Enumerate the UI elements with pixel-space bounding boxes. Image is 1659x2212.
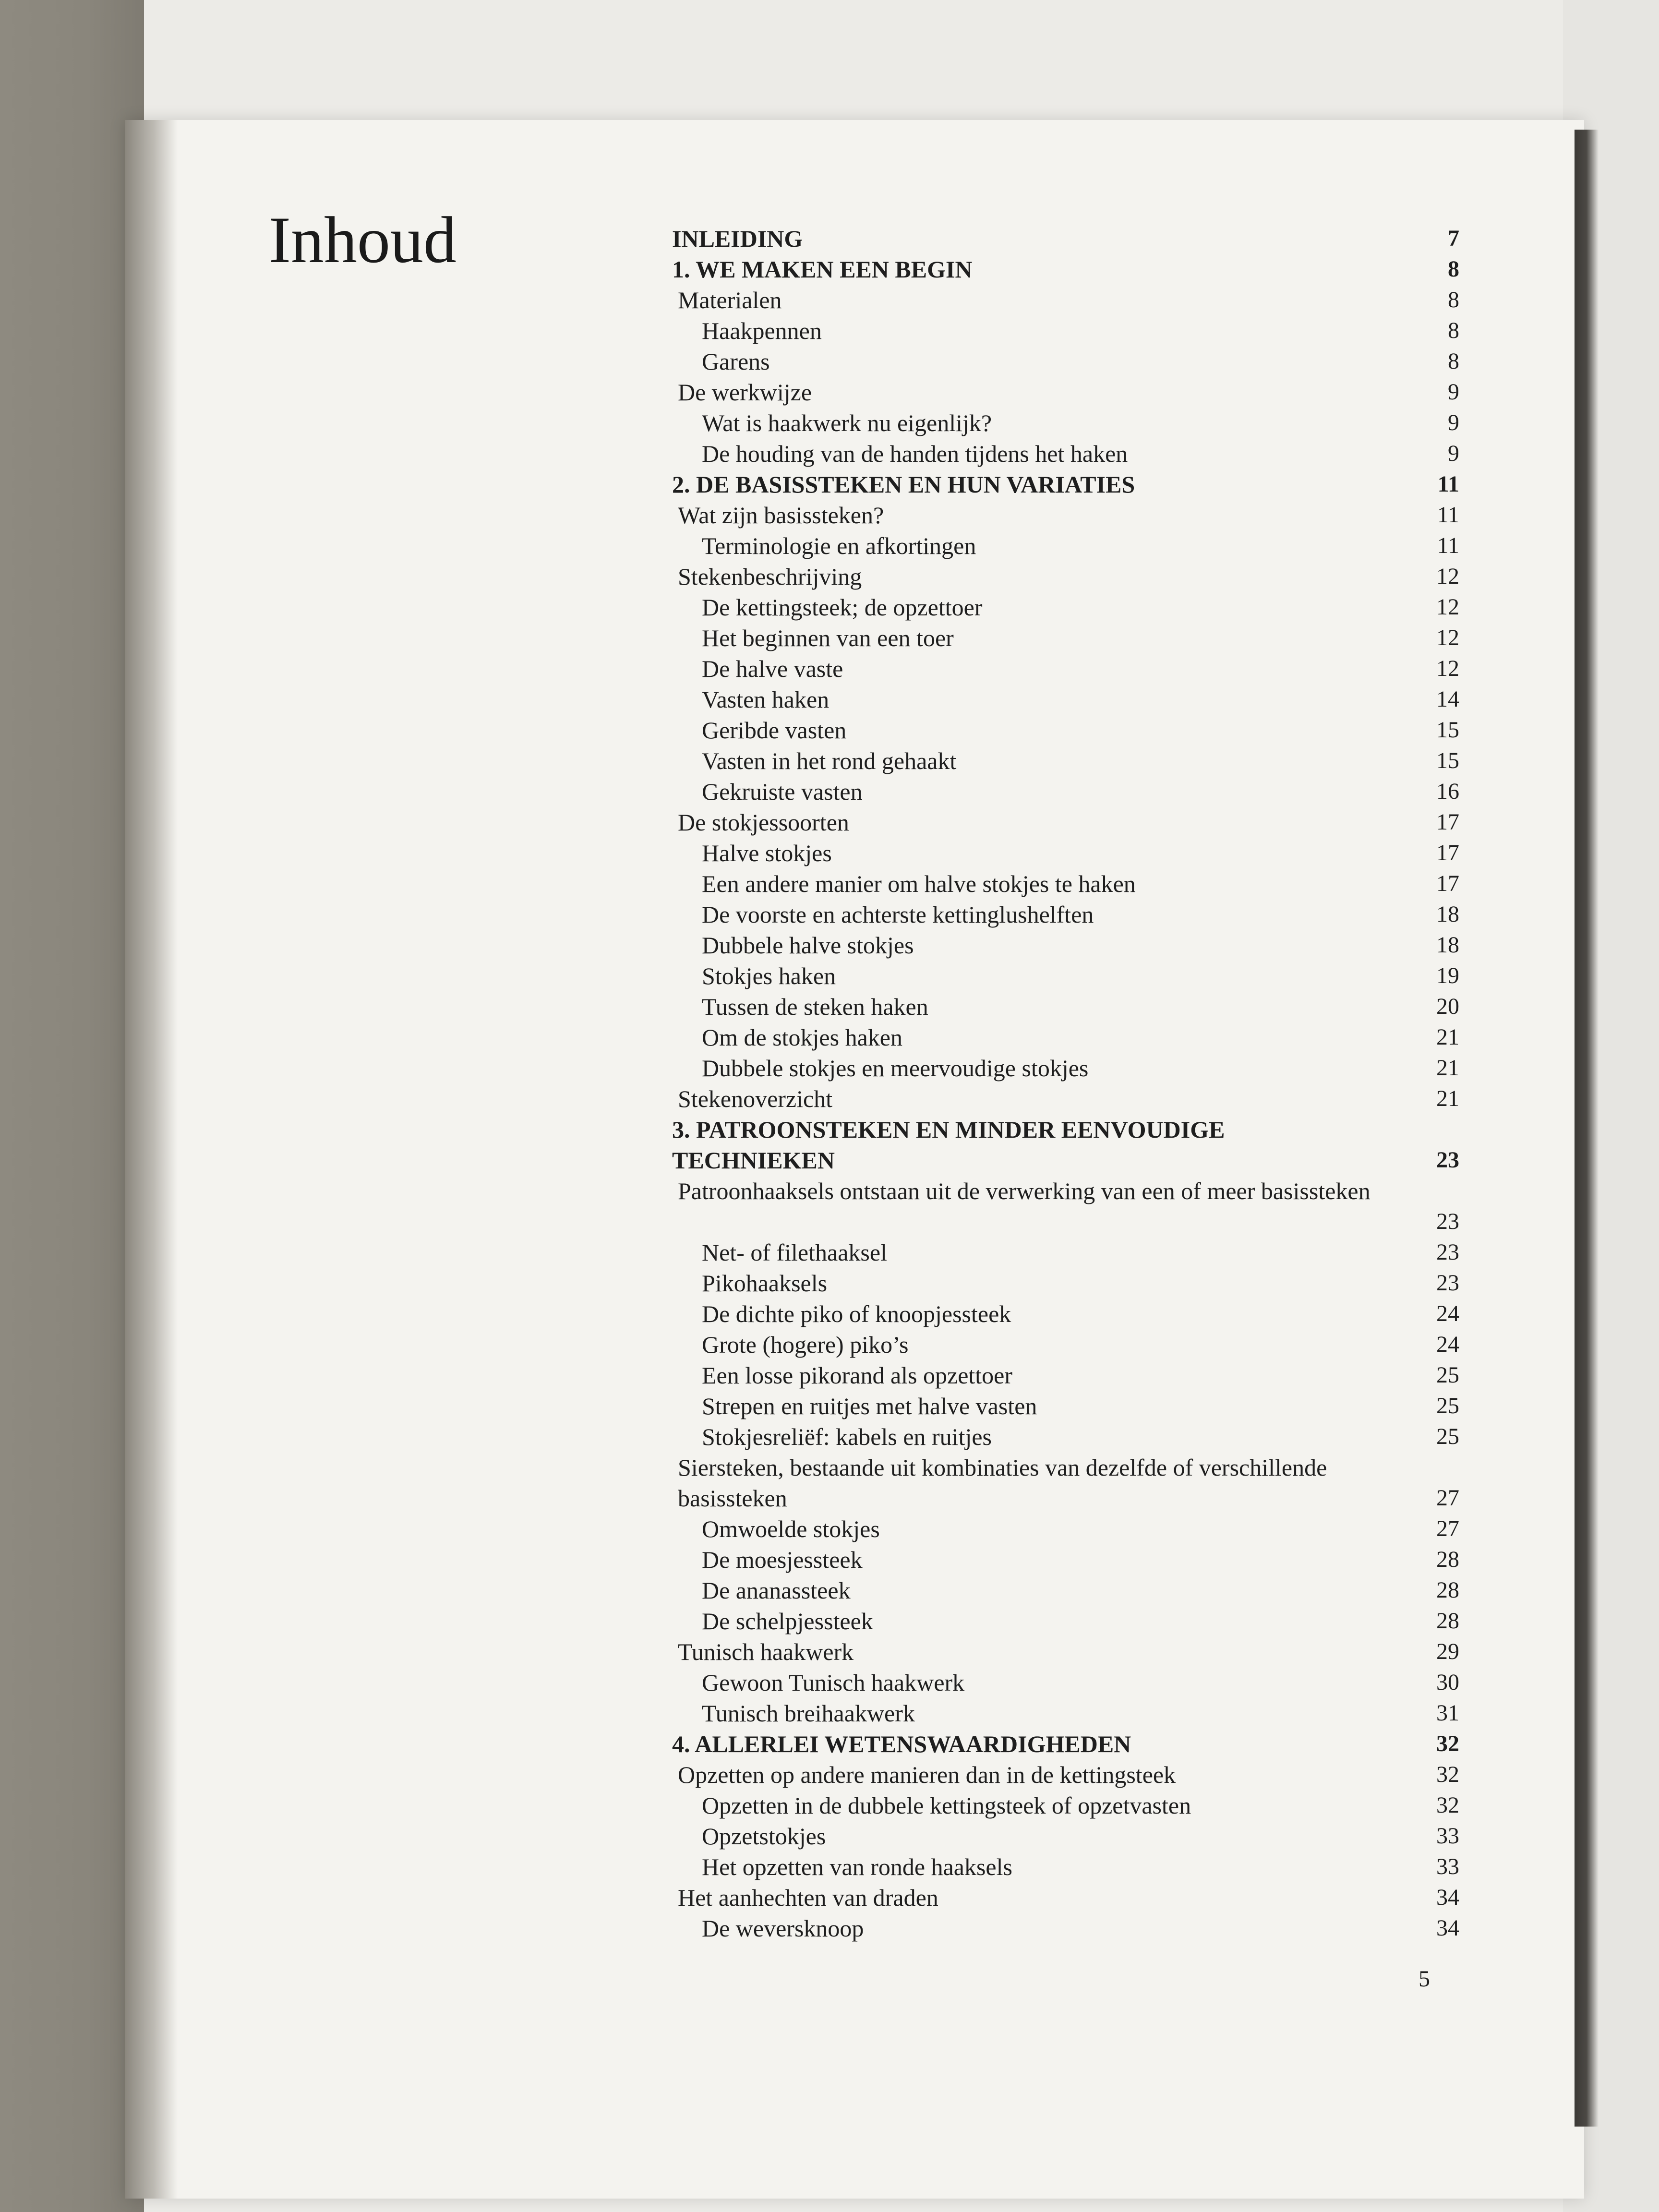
toc-entry-page: 21 <box>1436 1055 1459 1081</box>
toc-entry-page: 18 <box>1436 932 1459 958</box>
toc-entry-title: Strepen en ruitjes met halve vasten <box>702 1393 1037 1419</box>
toc-entry <box>672 469 1459 500</box>
toc-entry-page: 23 <box>1436 1270 1459 1296</box>
toc-entry-page: 17 <box>1436 840 1459 866</box>
toc-entry-page: 32 <box>1436 1792 1459 1818</box>
toc-entry-title: Tussen de steken haken <box>702 993 928 1020</box>
toc-entry <box>672 1667 1459 1698</box>
toc-entry <box>672 1452 1459 1514</box>
toc-entry <box>672 1636 1459 1667</box>
toc-entry-page: 12 <box>1436 594 1459 620</box>
toc-entry-page: 34 <box>1436 1885 1459 1910</box>
toc-entry-page: 32 <box>1436 1762 1459 1787</box>
toc-entry-page: 8 <box>1448 287 1459 313</box>
toc-entry-title: 1. WE MAKEN EEN BEGIN <box>672 256 973 283</box>
toc-entry-title: Haakpennen <box>702 317 822 344</box>
toc-entry <box>672 684 1459 715</box>
toc-entry <box>672 1913 1459 1944</box>
toc-entry-page: 23 <box>1436 1239 1459 1265</box>
toc-entry-title: Vasten haken <box>702 686 830 713</box>
toc-entry-page: 25 <box>1436 1362 1459 1388</box>
toc-entry-title: Materialen <box>678 287 782 313</box>
toc-entry <box>672 1575 1459 1606</box>
toc-entry-page: 9 <box>1448 379 1459 405</box>
toc-entry <box>672 1022 1459 1053</box>
toc-entry <box>672 868 1459 899</box>
toc-entry <box>672 1606 1459 1636</box>
toc-entry-title: De schelpjessteek <box>702 1608 873 1635</box>
toc-entry <box>672 1790 1459 1821</box>
toc-entry-title: De houding van de handen tijdens het haken <box>702 440 1128 467</box>
toc-entry <box>672 930 1459 961</box>
toc-entry <box>672 1083 1459 1114</box>
toc-entry-page: 27 <box>1436 1485 1459 1511</box>
toc-entry-title: De halve vaste <box>702 655 843 682</box>
toc-entry-title: De stokjessoorten <box>678 809 849 836</box>
toc-entry-title: De voorste en achterste kettinglushelften <box>702 901 1094 928</box>
toc-entry-page: 32 <box>1436 1731 1459 1756</box>
toc-entry <box>672 438 1459 469</box>
toc-entry-title: Het beginnen van een toer <box>702 625 954 651</box>
toc-entry <box>672 315 1459 346</box>
toc-entry <box>672 377 1459 408</box>
toc-entry <box>672 1729 1459 1759</box>
toc-entry-title: Tunisch haakwerk <box>678 1638 854 1665</box>
toc-entry <box>672 1821 1459 1851</box>
toc-entry-title: Stokjes haken <box>702 962 836 989</box>
toc-entry-title: Stokjesreliëf: kabels en ruitjes <box>702 1423 992 1450</box>
toc-entry-page: 24 <box>1436 1301 1459 1326</box>
toc-entry-page: 8 <box>1448 256 1459 282</box>
toc-entry-title: Een losse pikorand als opzettoer <box>702 1362 1013 1389</box>
toc-entry-page: 27 <box>1436 1516 1459 1541</box>
toc-entry <box>672 500 1459 530</box>
toc-entry <box>672 899 1459 930</box>
toc-entry <box>672 745 1459 776</box>
page-gutter <box>125 120 178 2199</box>
toc-entry-title: Halve stokjes <box>702 840 832 866</box>
toc-entry-title: Een andere manier om halve stokjes te haken <box>702 870 1136 897</box>
toc-entry-title: Net- of filethaaksel <box>702 1239 887 1266</box>
toc-entry-page: 21 <box>1436 1024 1459 1050</box>
toc-entry-title: Gekruiste vasten <box>702 778 863 805</box>
toc-entry-page: 23 <box>1436 1209 1459 1234</box>
toc-entry <box>672 1329 1459 1360</box>
toc-entry-title: 2. DE BASISSTEKEN EN HUN VARIATIES <box>672 471 1135 498</box>
toc-entry <box>672 285 1459 315</box>
toc-entry-page: 8 <box>1448 349 1459 374</box>
toc-entry <box>672 776 1459 807</box>
toc-entry-title: Grote (hogere) piko’s <box>702 1331 909 1358</box>
toc-entry <box>672 1176 1459 1237</box>
toc-entry-title: Om de stokjes haken <box>702 1024 902 1051</box>
toc-entry-title: Gewoon Tunisch haakwerk <box>702 1669 965 1696</box>
toc-entry <box>672 807 1459 838</box>
toc-entry-title: Dubbele stokjes en meervoudige stokjes <box>702 1055 1089 1082</box>
toc-entry-title: Stekenoverzicht <box>678 1085 833 1112</box>
toc-entry <box>672 961 1459 991</box>
toc-entry-title: Terminologie en afkortingen <box>702 532 976 559</box>
toc-entry-page: 9 <box>1448 410 1459 435</box>
toc-entry <box>672 1268 1459 1298</box>
toc-entry <box>672 715 1459 745</box>
toc-entry-title: Tunisch breihaakwerk <box>702 1700 915 1727</box>
toc-entry-title: Opzetstokjes <box>702 1823 826 1850</box>
toc-entry-page: 16 <box>1436 779 1459 804</box>
toc-entry <box>672 1851 1459 1882</box>
toc-entry-title: 3. PATROONSTEKEN EN MINDER EENVOUDIGE TECHNIEKEN <box>672 1116 1225 1174</box>
toc-entry-page: 21 <box>1436 1086 1459 1111</box>
toc-entry-title: INLEIDING <box>672 225 803 252</box>
toc-entry <box>672 1053 1459 1083</box>
toc-entry-page: 14 <box>1436 686 1459 712</box>
toc-entry <box>672 1544 1459 1575</box>
toc-entry <box>672 1298 1459 1329</box>
toc-entry <box>672 223 1459 254</box>
toc-entry <box>672 623 1459 653</box>
toc-entry-title: Stekenbeschrijving <box>678 563 862 590</box>
toc-entry-page: 24 <box>1436 1332 1459 1357</box>
toc-entry-title: Garens <box>702 348 770 375</box>
toc-entry-title: De ananassteek <box>702 1577 851 1604</box>
toc-entry-page: 33 <box>1436 1854 1459 1879</box>
toc-entry <box>672 1698 1459 1729</box>
toc-entry-title: Het aanhechten van draden <box>678 1884 938 1911</box>
toc-entry-page: 15 <box>1436 717 1459 743</box>
toc-entry <box>672 1882 1459 1913</box>
toc-entry <box>672 838 1459 868</box>
toc-entry-title: Patroonhaaksels ontstaan uit de verwerking van een of meer basissteken <box>678 1178 1370 1204</box>
toc-entry-page: 17 <box>1436 871 1459 896</box>
toc-entry-title: De werkwijze <box>678 379 812 406</box>
toc-entry-page: 12 <box>1436 656 1459 681</box>
toc-entry-page: 28 <box>1436 1577 1459 1603</box>
toc-entry-page: 20 <box>1436 994 1459 1019</box>
page-title: Inhoud <box>269 203 457 276</box>
toc-entry-page: 11 <box>1437 533 1459 558</box>
toc-entry-page: 18 <box>1436 902 1459 927</box>
toc-entry-page: 29 <box>1436 1639 1459 1664</box>
toc-entry-page: 23 <box>1436 1147 1459 1173</box>
book-cover-edge <box>0 0 144 2212</box>
toc-entry-page: 11 <box>1437 471 1459 497</box>
toc-entry-page: 33 <box>1436 1823 1459 1849</box>
toc-entry <box>672 1421 1459 1452</box>
toc-entry-page: 12 <box>1436 625 1459 650</box>
toc-entry-title: Omwoelde stokjes <box>702 1515 880 1542</box>
toc-entry-page: 7 <box>1448 226 1459 251</box>
toc-entry-title: De dichte piko of knoopjessteek <box>702 1300 1011 1327</box>
toc-entry <box>672 1759 1459 1790</box>
toc-entry-title: De kettingsteek; de opzettoer <box>702 594 983 621</box>
toc-entry-title: Wat is haakwerk nu eigenlijk? <box>702 409 992 436</box>
toc-entry-page: 19 <box>1436 963 1459 988</box>
toc-entry-page: 12 <box>1436 564 1459 589</box>
toc-entry <box>672 561 1459 592</box>
toc-entry-page: 11 <box>1437 502 1459 528</box>
toc-entry <box>672 991 1459 1022</box>
toc-entry-page: 28 <box>1436 1608 1459 1634</box>
toc-entry-title: Dubbele halve stokjes <box>702 932 914 959</box>
toc-entry-page: 28 <box>1436 1547 1459 1572</box>
toc-entry-title: Het opzetten van ronde haaksels <box>702 1853 1012 1880</box>
toc-entry <box>672 1391 1459 1421</box>
toc-entry-page: 30 <box>1436 1670 1459 1695</box>
toc-entry-page: 17 <box>1436 809 1459 835</box>
toc-entry-page: 31 <box>1436 1700 1459 1726</box>
toc-entry-title: De weversknoop <box>702 1915 864 1942</box>
toc-entry <box>672 1514 1459 1544</box>
toc-entry <box>672 1360 1459 1391</box>
toc-entry <box>672 1114 1459 1176</box>
toc-entry-page: 25 <box>1436 1424 1459 1449</box>
toc-entry-title: Siersteken, bestaande uit kombinaties van dezelfde of verschillende basissteken <box>678 1454 1327 1512</box>
toc-entry-page: 25 <box>1436 1393 1459 1419</box>
toc-entry-page: 34 <box>1436 1915 1459 1941</box>
toc-entry <box>672 653 1459 684</box>
toc-entry-page: 8 <box>1448 318 1459 343</box>
toc-entry-title: Opzetten op andere manieren dan in de kettingsteek <box>678 1761 1176 1788</box>
toc-entry-page: 9 <box>1448 441 1459 466</box>
toc-entry-title: De moesjessteek <box>702 1546 863 1573</box>
toc-entry-title: Pikohaaksels <box>702 1270 828 1297</box>
toc-entry-title: Vasten in het rond gehaakt <box>702 747 957 774</box>
toc-entry-title: Opzetten in de dubbele kettingsteek of opzetvasten <box>702 1792 1191 1819</box>
toc-entry <box>672 592 1459 623</box>
toc-entry <box>672 408 1459 438</box>
table-of-contents <box>672 223 1459 1944</box>
toc-entry <box>672 530 1459 561</box>
toc-entry-title: Geribde vasten <box>702 717 847 744</box>
toc-entry-title: 4. ALLERLEI WETENSWAARDIGHEDEN <box>672 1731 1131 1757</box>
toc-entry-title: Wat zijn basissteken? <box>678 502 884 529</box>
toc-entry <box>672 346 1459 377</box>
toc-entry <box>672 1237 1459 1268</box>
page-edge-shadow <box>1575 130 1599 2127</box>
toc-entry-page: 15 <box>1436 748 1459 773</box>
toc-entry <box>672 254 1459 285</box>
page-number: 5 <box>1419 1966 1430 1992</box>
